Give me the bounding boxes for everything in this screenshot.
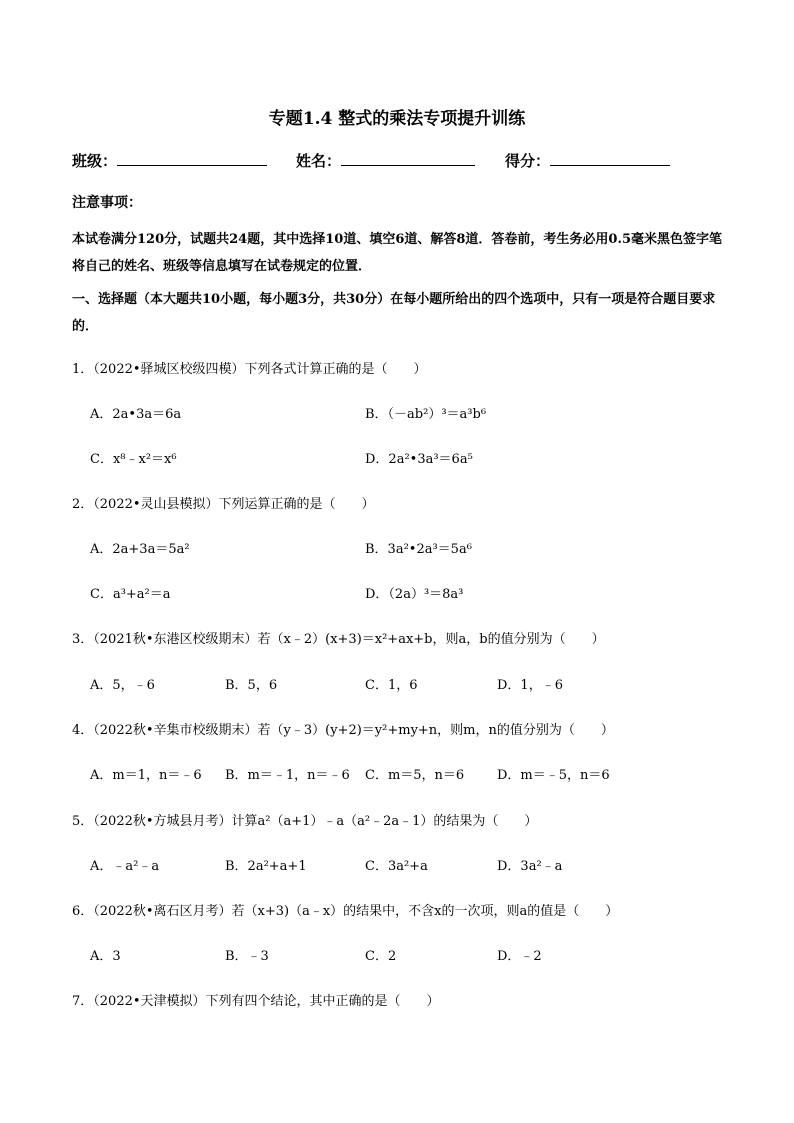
score-label: 得分： — [505, 152, 551, 170]
q2-option-c: C．a³+a²＝a — [90, 587, 171, 602]
q6-option-b: B．﹣3 — [225, 949, 269, 964]
q4-option-c: C．m＝5，n＝6 — [365, 768, 465, 783]
q6-option-c: C．2 — [365, 949, 397, 964]
name-blank — [341, 151, 475, 166]
q1-option-d: D．2a²•3a³＝6a⁵ — [365, 452, 473, 467]
class-field — [72, 150, 267, 171]
class-blank — [117, 151, 267, 166]
q6-option-d: D．﹣2 — [497, 949, 542, 964]
question-6-stem: 6．（2022秋•离石区月考）若（x+3)（a﹣x）的结果中，不含x的一次项，则a的值是（ ） — [72, 904, 619, 919]
q4-option-d: D．m＝﹣5，n＝6 — [497, 768, 610, 783]
q4-option-a: A．m＝1，n＝﹣6 — [90, 768, 202, 783]
class-label: 班级： — [72, 152, 118, 170]
q4-option-b: B．m＝﹣1，n＝﹣6 — [225, 768, 350, 783]
question-4-stem: 4．（2022秋•辛集市校级期末）若（y﹣3）(y+2)＝y²+my+n，则m，n的值分别为（ ） — [72, 723, 614, 738]
q1-option-a: A．2a•3a＝6a — [90, 407, 182, 422]
question-1-stem: 1．（2022•驿城区校级四模）下列各式计算正确的是（ ） — [72, 362, 427, 377]
q2-option-a: A．2a+3a＝5a² — [90, 542, 190, 557]
q3-option-a: A．5，﹣6 — [90, 678, 155, 693]
q1-option-b: B．（－ab²）³＝a³b⁶ — [365, 407, 487, 422]
notice-heading: 注意事项： — [72, 195, 142, 211]
question-2-stem: 2．（2022•灵山县模拟）下列运算正确的是（ ） — [72, 497, 375, 512]
q2-option-b: B．3a²•2a³＝5a⁶ — [365, 542, 472, 557]
question-5-stem: 5．（2022秋•方城县月考）计算a²（a+1）﹣a（a²﹣2a﹣1）的结果为（ ） — [72, 814, 538, 829]
q5-option-b: B．2a²+a+1 — [225, 859, 307, 874]
q5-option-d: D．3a²﹣a — [497, 859, 563, 874]
score-field — [505, 150, 670, 171]
section-heading: 一、选择题（本大题共10小题，每小题3分，共30分）在每小题所给出的四个选项中，只有一项是符合题目要求的． — [72, 292, 716, 334]
q3-option-b: B．5，6 — [225, 678, 278, 693]
name-label: 姓名： — [296, 152, 342, 170]
name-field — [296, 150, 475, 171]
question-7-stem: 7．（2022•天津模拟）下列有四个结论，其中正确的是（ ） — [72, 994, 440, 1009]
page-title: 专题1.4 整式的乘法专项提升训练 — [268, 109, 526, 129]
q5-option-a: A．﹣a²﹣a — [90, 859, 160, 874]
q3-option-c: C．1，6 — [365, 678, 418, 693]
q5-option-c: C．3a²+a — [365, 859, 428, 874]
q6-option-a: A．3 — [90, 949, 121, 964]
notice-text: 本试卷满分120分，试题共24题，其中选择10道、填空6道、解答8道．答卷前，考生务必用0.5毫米黑色签字笔将自己的姓名、班级等信息填写在试卷规定的位置． — [72, 232, 723, 274]
q2-option-d: D．（2a）³＝8a³ — [365, 587, 464, 602]
q3-option-d: D．1，﹣6 — [497, 678, 563, 693]
question-3-stem: 3．（2021秋•东港区校级期末）若（x﹣2）(x+3)＝x²+ax+b，则a，b的值分别为（ ） — [72, 632, 605, 647]
score-blank — [550, 151, 670, 166]
q1-option-c: C．x⁸﹣x²＝x⁶ — [90, 452, 177, 467]
